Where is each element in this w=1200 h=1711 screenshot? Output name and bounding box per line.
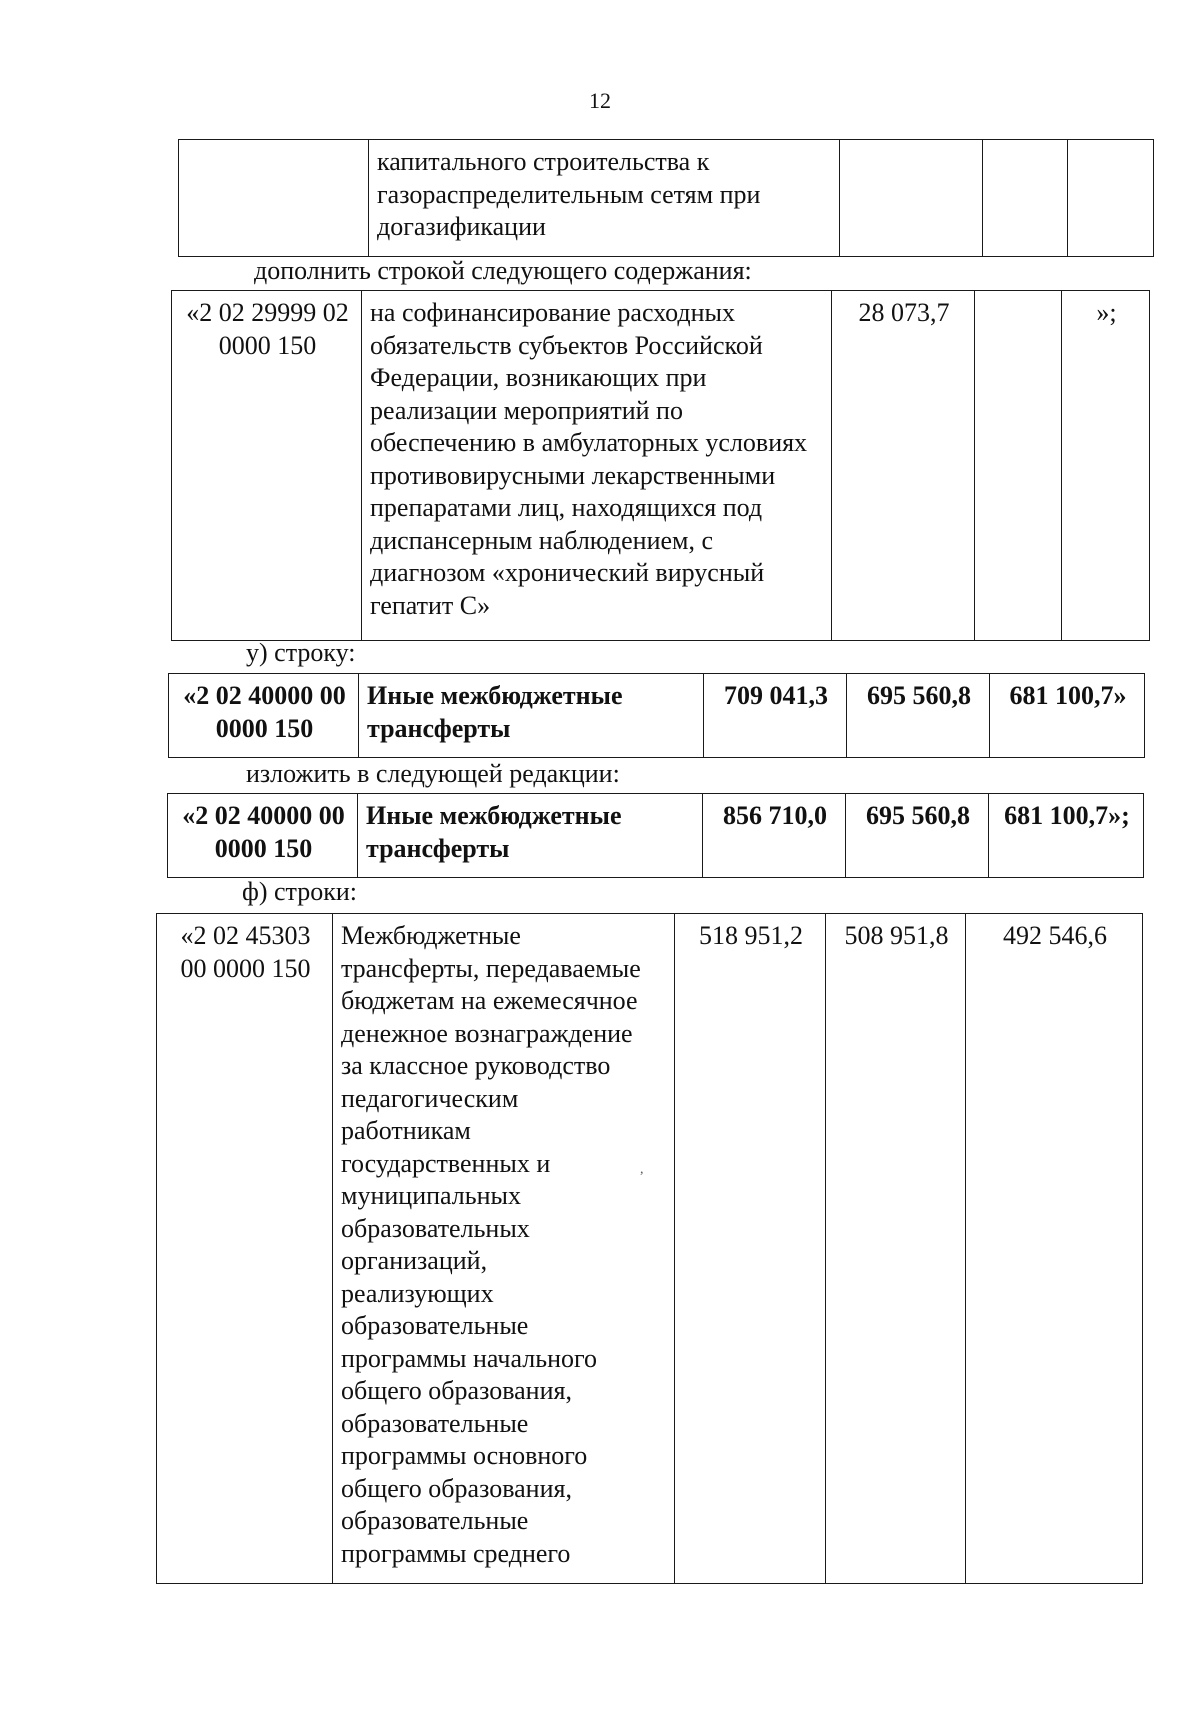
description-line: Иные межбюджетные xyxy=(366,801,622,830)
new-row-table xyxy=(167,793,1144,878)
code-cell xyxy=(172,291,362,641)
description-line: организаций, xyxy=(341,1246,488,1275)
value-cell-3: »; xyxy=(1062,291,1150,641)
code-line: «2 02 45303 xyxy=(180,921,311,950)
description-cell xyxy=(358,794,703,878)
label-u: у) строку: xyxy=(246,638,356,667)
label-f: ф) строки: xyxy=(242,877,357,906)
value-cell-1: 518 951,2 xyxy=(675,914,826,1584)
page-number: 12 xyxy=(589,88,611,113)
description-line: реализующих xyxy=(341,1278,494,1308)
instruction-replace: изложить в следующей редакции: xyxy=(246,759,620,788)
description-line: образовательные xyxy=(341,1408,529,1438)
description-line: общего образования, xyxy=(341,1376,572,1405)
value-cell-3: 681 100,7»; xyxy=(989,794,1144,878)
value-cell-1 xyxy=(840,140,983,257)
description-line: Иные межбюджетные xyxy=(367,681,623,710)
description-cell: капитального строительства к газораспределительным сетям при догазификации xyxy=(369,140,840,257)
table-row xyxy=(179,140,1154,257)
description-line: образовательные xyxy=(341,1506,529,1535)
code-line: «2 02 29999 02 xyxy=(186,298,349,327)
table-row xyxy=(157,914,1143,1584)
code-cell xyxy=(169,674,359,758)
description-line: трансферты xyxy=(367,713,511,743)
code-line: 0000 150 xyxy=(218,330,317,360)
description-line: образовательных xyxy=(341,1213,530,1243)
old-row-table xyxy=(168,673,1145,758)
description-line: трансферты xyxy=(366,833,510,863)
value-cell-3: 681 100,7» xyxy=(990,674,1145,758)
description-line: общего образования, xyxy=(341,1473,572,1503)
value-cell-2: 695 560,8 xyxy=(846,794,989,878)
description-line: программы среднего xyxy=(341,1538,571,1568)
code-line: 0000 150 xyxy=(215,713,314,743)
instruction-add: дополнить строкой следующего содержания: xyxy=(254,256,752,285)
description-cell xyxy=(333,914,675,1584)
code-line: 00 0000 150 xyxy=(180,953,311,983)
description-line: образовательные xyxy=(341,1311,529,1340)
value-cell-1: 709 041,3 xyxy=(704,674,847,758)
description-line: денежное вознаграждение xyxy=(341,1018,633,1048)
value-cell-2: 508 951,8 xyxy=(826,914,966,1584)
value-cell-2 xyxy=(975,291,1062,641)
added-row-table xyxy=(171,290,1150,641)
value-cell-2 xyxy=(983,140,1068,257)
table-row xyxy=(169,674,1145,758)
continuation-table xyxy=(178,139,1154,257)
description-line: государственных и xyxy=(341,1148,551,1178)
description-line: трансферты, передаваемые xyxy=(341,953,641,983)
code-cell xyxy=(168,794,358,878)
code-line: «2 02 40000 00 xyxy=(183,681,346,710)
description-line: программы основного xyxy=(341,1441,588,1470)
value-cell-3: 492 546,6 xyxy=(966,914,1143,1584)
description-cell xyxy=(359,674,704,758)
value-cell-2: 695 560,8 xyxy=(847,674,990,758)
description-line: муниципальных xyxy=(341,1181,522,1210)
code-cell xyxy=(179,140,369,257)
code-line: «2 02 40000 00 xyxy=(182,801,345,830)
description-line: программы начального xyxy=(341,1343,598,1373)
rows-table xyxy=(156,913,1143,1584)
value-cell-1: 28 073,7 xyxy=(832,291,975,641)
value-cell-1: 856 710,0 xyxy=(703,794,846,878)
code-cell xyxy=(157,914,333,1584)
description-line: педагогическим xyxy=(341,1083,519,1113)
description-line: работникам xyxy=(341,1116,471,1145)
table-row xyxy=(172,291,1150,641)
description-cell: на софинансирование расходных обязательств субъектов Российской Федерации, возникающих при реализации мероприятий по обеспечению в амбулаторных условиях противовирусными лекарственными препаратами лиц, находящихся под диспансерным наблюдением, с диагнозом «хронический вирусный гепатит С» xyxy=(362,291,832,641)
table-row xyxy=(168,794,1144,878)
description-line: за классное руководство xyxy=(341,1051,611,1080)
description-line: бюджетам на ежемесячное xyxy=(341,986,638,1015)
code-line: 0000 150 xyxy=(214,833,313,863)
description-line: Межбюджетные xyxy=(341,921,521,950)
stray-mark: , xyxy=(640,1162,644,1177)
value-cell-3 xyxy=(1068,140,1154,257)
